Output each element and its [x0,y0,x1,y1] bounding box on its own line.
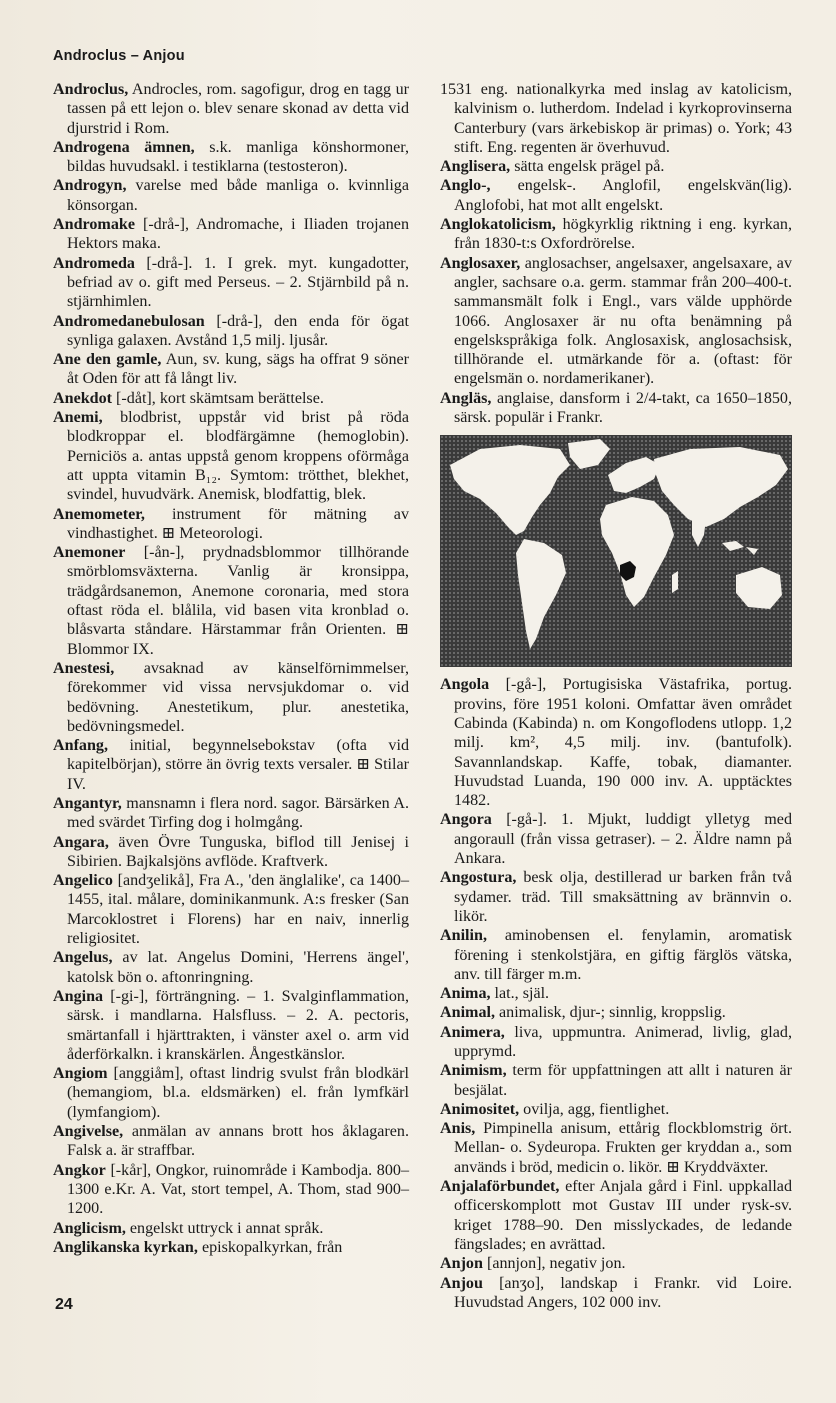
entry-headword: Anglokatolicism, [440,216,556,234]
dictionary-entry [440,984,792,1003]
dictionary-entry [53,659,409,736]
entry-headword: Anjalaförbundet, [440,1178,560,1196]
entry-body: liva, uppmuntra. Animerad, livlig, glad, upprymd. [454,1023,792,1060]
right-column-bottom-entries [440,675,792,1312]
dictionary-entry [53,138,409,177]
dictionary-entry [53,1122,409,1161]
entry-headword: Anilin, [440,927,487,945]
entry-headword: Angola [440,676,490,694]
entry-body: episkopalkyrkan, från [197,1238,343,1256]
right-column-top-entries [440,80,792,427]
entry-body: anglosachser, angelsaxer, angelsaxare, av angler, sachsare o.a. germ. stammar från 200–400-t. sammansmält folk i Engl., vars välde upphörde 1066. Anglosaxer är nu ofta benämning på engelskspråkiga folk. Anglosaxisk, anglosachsisk, tillhörande el. utmärkande för a. (oftast: för engelsmän o. nordamerikaner). [454,254,792,388]
entry-headword: Andromedanebulosan [53,312,205,330]
entry-headword: Angora [440,811,492,829]
dictionary-entry [53,254,409,312]
entry-headword: Anima, [440,985,491,1003]
entry-body: [anggiåm], oftast lindrig svulst från blodkärl (hemangiom, bl.a. eldsmärken) el. från lymfkärl (lymfangiom). [67,1065,409,1121]
entry-body: [andʒelikå], Fra A., 'den änglalike', ca 1400–1455, ital. målare, dominikanmunk. A:s fresker (San Marcoklostret i Florens) har en naiv, innerlig religiositet. [67,872,409,948]
entry-body: Pimpinella anisum, ettårig flockblomstrig ört. Mellan- o. Sydeuropa. Frukten ger kryddan a., som används i bröd, medicin o. likör. ⊞ Kryddväxter. [454,1120,792,1176]
world-map-icon [440,435,792,667]
dictionary-entry [440,1274,792,1313]
dictionary-entry [440,1061,792,1100]
entry-body: [-dåt], kort skämtsam berättelse. [112,389,324,407]
dictionary-entry [440,157,792,176]
dictionary-entry [53,833,409,872]
entry-headword: Androgyn, [53,177,127,195]
entry-body: engelsk-. Anglofil, engelskvän(lig). Anglofobi, hat mot allt engelskt. [454,177,792,214]
dictionary-entry [440,1003,792,1022]
dictionary-entry [53,987,409,1064]
entry-headword: Anglosaxer, [440,254,521,272]
dictionary-entry [53,176,409,215]
entry-headword: Animera, [440,1023,505,1041]
entry-body: 1531 eng. nationalkyrka med inslag av katolicism, kalvinism o. lutherdom. Indelad i kyrkoprovinserna Canterbury (vars ärkebiskop är primas) o. York; 43 stift. Eng. regenten är överhuvud. [440,81,792,156]
entry-headword: Animositet, [440,1100,520,1118]
entry-body: mansnamn i flera nord. sagor. Bärsärken A. med svärdet Tirfing dog i holmgång. [67,794,409,832]
dictionary-entry [440,1119,792,1177]
entry-headword: Angara, [53,833,109,851]
dictionary-entry [440,810,792,868]
dictionary-entry [53,215,409,254]
entry-body: besk olja, destillerad ur barken från två sydamer. träd. Till smaksättning av brännvin o. likör. [454,869,792,925]
entry-body: lat., själ. [490,985,550,1003]
dictionary-entry [53,505,409,544]
entry-headword: Angina [53,987,104,1005]
left-column [53,80,409,1257]
entry-body: Aun, sv. kung, sägs ha offrat 9 söner åt Oden för att få långt liv. [67,351,409,388]
entry-headword: Anemoner [53,544,126,562]
entry-body: ovilja, agg, fientlighet. [519,1100,670,1118]
entry-headword: Anglicism, [53,1219,126,1237]
dictionary-entry [53,794,409,833]
entry-headword: Anemi, [53,409,103,427]
entry-headword: Animism, [440,1062,507,1080]
entry-body: avsaknad av känselförnimmelser, förekommer vid vissa nervsjukdomar o. vid bedövning. Anestetikum, plur. anestetika, bedövningsmedel. [67,659,409,735]
entry-body: [-ån-], prydnadsblommor tillhörande smörblomsväxterna. Vanlig är kronsippa, trädgårdsanemon, Anemone coronaria, med stora oftast röda el. blålila, vid basen vita kronblad o. blåsvarta ståndare. Härstammar från Orienten. ⊞ Blommor IX. [67,544,409,658]
entry-headword: Andromeda [53,254,135,272]
entry-body: [-gi-], förträngning. – 1. Svalginflammation, särsk. i mandlarna. Halsfluss. – 2. A. pectoris, smärtanfall i hjärttrakten, i vänster axel o. arm vid åderförkalkn. i kranskärlen. Ångestkänslor. [67,987,409,1063]
page-number: 24 [55,1296,73,1313]
dictionary-entry [53,312,409,351]
dictionary-entry [53,736,409,794]
entry-body: Androcles, rom. sagofigur, drog en tagg ur tassen på ett lejon o. blev senare skonad av detta vid djurstrid i Rom. [67,81,409,137]
dictionary-entry [440,868,792,926]
entry-headword: Anglikanska kyrkan, [53,1238,198,1256]
entry-headword: Angivelse, [53,1123,124,1141]
entry-headword: Angläs, [440,389,492,407]
dictionary-entry [53,1219,409,1238]
dictionary-entry [53,80,409,138]
entry-body: anmälan av annans brott hos åklagaren. Falsk a. är straffbar. [67,1123,409,1160]
entry-body: [annjon], negativ jon. [482,1255,626,1273]
dictionary-entry [440,389,792,428]
entry-body: [-drå-], Andromache, i Iliaden trojanen Hektors maka. [67,216,409,253]
entry-body: engelskt uttryck i annat språk. [125,1219,324,1237]
dictionary-entry [53,389,409,408]
dictionary-entry [440,675,792,810]
dictionary-entry [440,1254,792,1273]
entry-body: s.k. manliga könshormoner, bildas huvudsakl. i testiklarna (testosteron). [67,138,410,176]
entry-headword: Anfang, [53,737,109,755]
dictionary-entry [440,215,792,254]
entry-headword: Anis, [440,1120,476,1138]
entry-headword: Androgena ämnen, [53,138,195,156]
dictionary-entry [440,254,792,389]
entry-body: aminobensen el. fenylamin, aromatisk förening i stenkolstjära, en giftig färglös vätska, anv. till färger m.m. [454,927,792,983]
entry-headword: Andromake [53,216,135,234]
entry-body: [anʒo], landskap i Frankr. vid Loire. Huvudstad Angers, 102 000 inv. [454,1274,792,1311]
entry-headword: Angostura, [440,869,517,887]
dictionary-entry [53,543,409,659]
running-head: Androclus – Anjou [53,48,185,64]
entry-body: [-gå-], Portugisiska Västafrika, portug. provins, före 1951 koloni. Omfattar även området Cabinda (Kabinda) n. om Kongoflodens utlopp. 1,2 milj. km², 4,5 milj. inv. (bantufolk). Savannlandskap. Kaffe, tobak, diamanter. Huvudstad Luanda, 190 000 inv. A. upptäcktes 1482. [454,676,792,810]
dictionary-entry [440,1023,792,1062]
dictionary-entry [53,350,409,389]
entry-headword: Androclus, [53,81,129,98]
entry-headword: Angkor [53,1161,106,1179]
entry-headword: Angelus, [53,949,113,967]
dictionary-entry [440,1177,792,1254]
entry-headword: Angantyr, [53,794,122,812]
right-column [440,80,792,1312]
entry-body: efter Anjala gård i Finl. uppkallad officerskomplott mot Gustav III under rysk-sv. kriget 1788–90. Den misslyckades, de ledande fängslades; en avrättad. [454,1178,792,1253]
entry-headword: Anjou [440,1274,483,1292]
entry-body: [-drå-], den enda för ögat synliga galaxen. Avstånd 1,5 milj. ljusår. [67,312,409,349]
dictionary-entry [53,1161,409,1219]
entry-body: anglaise, dansform i 2/4-takt, ca 1650–1850, särsk. populär i Frankr. [454,389,792,427]
entry-headword: Anekdot [53,389,113,407]
entry-body: initial, begynnelsebokstav (ofta vid kapitelbörjan), större än övrig texts versaler. ⊞ Stilar IV. [67,737,409,793]
dictionary-entry [440,80,792,157]
dictionary-entry [53,948,409,987]
dictionary-entry [440,926,792,984]
entry-body: [-gå-]. 1. Mjukt, luddigt ylletyg med angoraull (från vissa getraser). – 2. Äldre namn på Ankara. [454,811,792,868]
dictionary-entry [53,871,409,948]
entry-body: högkyrklig riktning i eng. kyrkan, från 1830-t:s Oxfordrörelse. [454,216,792,253]
entry-body: [-drå-]. 1. I grek. myt. kungadotter, befriad av o. gift med Perseus. – 2. Stjärnbild på n. stjärnhimlen. [67,254,409,311]
entry-headword: Angelico [53,872,113,890]
dictionary-entry [53,1238,409,1257]
entry-body: sätta engelsk prägel på. [510,158,665,176]
entry-body: varelse med både manliga o. kvinnliga könsorgan. [67,177,409,214]
entry-body: term för uppfattningen att allt i naturen är besjälat. [454,1062,792,1099]
world-map-angola [440,435,792,667]
entry-body: blodbrist, uppstår vid brist på röda blodkroppar el. blodfärgämne (hemoglobin). Perniciös a. antas uppstå genom kroppens oförmåga att uppta vitamin B₁₂. Symtom: trötthet, blekhet, svindel, huvudvärk. Anemisk, blodfattig, blek. [67,409,409,504]
entry-headword: Animal, [440,1004,495,1022]
entry-headword: Anglo-, [440,177,491,195]
entry-body: även Övre Tunguska, biflod till Jenisej i Sibirien. Bajkalsjöns avflöde. Kraftverk. [67,833,409,870]
entry-headword: Ane den gamle, [53,351,162,369]
entry-headword: Anglisera, [440,158,511,176]
dictionary-entry [440,176,792,215]
dictionary-entry [53,1064,409,1122]
entry-body: [-kår], Ongkor, ruinområde i Kambodja. 800–1300 e.Kr. A. Vat, stort tempel, A. Thom, stad 900–1200. [67,1161,409,1218]
dictionary-entry [53,408,409,504]
entry-headword: Anemometer, [53,505,145,523]
dictionary-entry [440,1100,792,1119]
entry-body: av lat. Angelus Domini, 'Herrens ängel', katolsk bön o. aftonringning. [67,949,409,986]
entry-headword: Anjon [440,1255,483,1273]
entry-body: animalisk, djur-; sinnlig, kroppslig. [495,1004,726,1022]
entry-body: instrument för mätning av vindhastighet. ⊞ Meteorologi. [67,505,409,542]
entry-headword: Angiom [53,1065,108,1083]
entry-headword: Anestesi, [53,659,115,677]
